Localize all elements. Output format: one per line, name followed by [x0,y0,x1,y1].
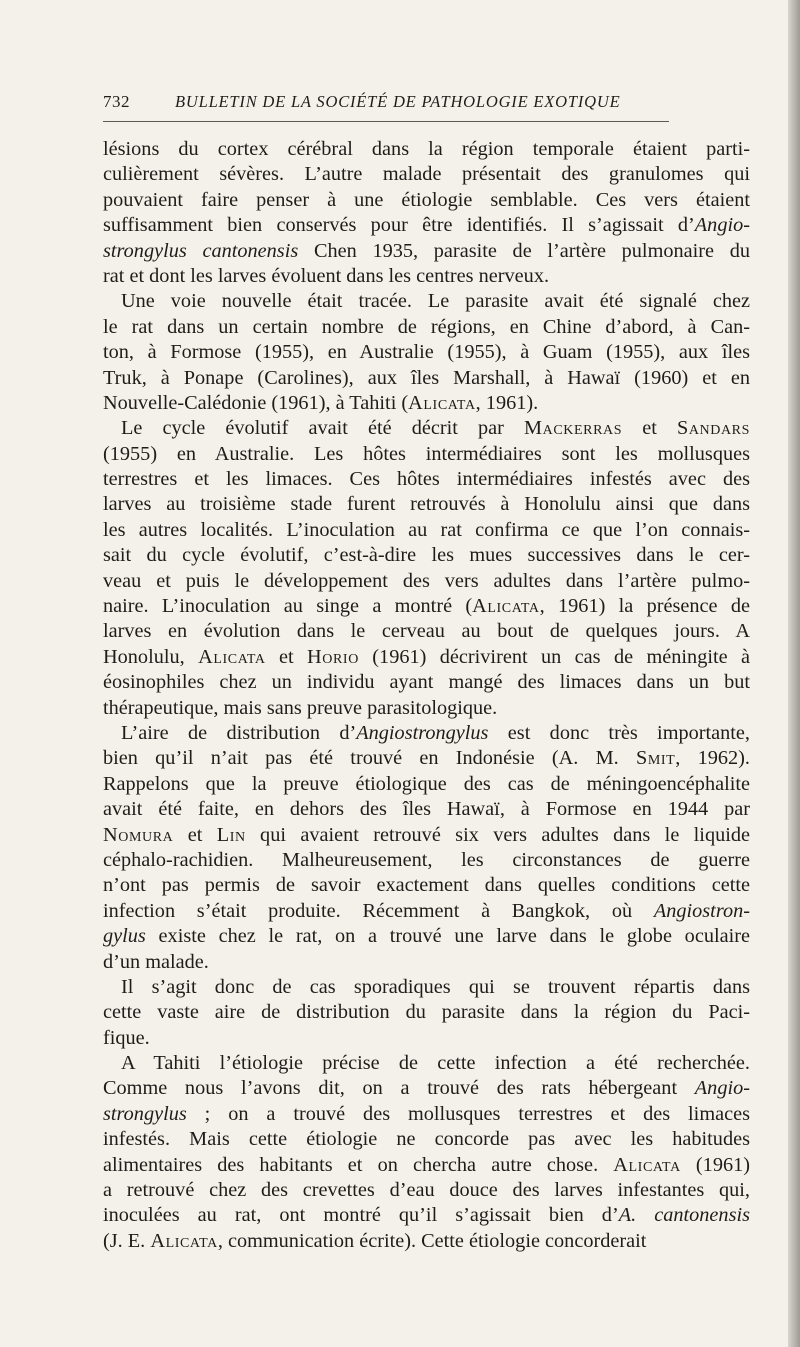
text-line [103,1000,750,1025]
text-run: cette vaste aire de distribution du parasite dans la région du Paci- [103,1001,750,1024]
text-line [103,213,750,238]
text-run: existe chez le rat, on a trouvé une larve dans le globe oculaire [145,925,750,948]
text-run: et [265,645,308,668]
text-run: bien qu’il n’ait pas été trouvé en Indonésie (A. M. [103,747,636,770]
text-line [103,975,750,1000]
text-run: est donc très importante, [488,721,750,744]
text-line [103,696,750,721]
text-line [103,1229,750,1254]
italic-term: gylus [103,925,146,948]
text-run: avait été faite, en dehors des îles Hawaï, à Formose en 1944 par [103,798,750,821]
italic-term: Angio- [694,1077,750,1100]
text-line [103,1203,750,1228]
text-line [103,950,750,975]
article-body [103,137,750,1254]
page-number: 732 [103,92,130,111]
paragraph [103,416,750,721]
text-line [103,924,750,949]
text-run: pouvaient faire penser à une étiologie semblable. Ces vers étaient [103,188,750,211]
author-name: Alicata [613,1153,681,1176]
text-line [103,162,750,187]
text-run: et [173,823,217,846]
author-name: Sandars [676,417,750,440]
text-line [103,619,750,644]
author-name: Lin [216,823,246,846]
text-run: Le cycle évolutif avait été décrit par [121,417,524,440]
text-run: , 1961). [475,391,539,414]
text-line [103,188,750,213]
text-run: , communication écrite). Cette étiologie concorderait [217,1229,647,1252]
text-line [103,492,750,517]
author-name: Mackerras [524,417,623,440]
text-line [103,848,750,873]
paragraph [103,137,750,289]
text-line [103,1076,750,1101]
text-run: A Tahiti l’étiologie précise de cette infection a été recherchée. [121,1052,750,1075]
text-line [103,543,750,568]
text-line [103,873,750,898]
page-edge-shadow [788,0,800,1347]
italic-term: Angiostron- [653,899,750,922]
text-run: culièrement sévères. L’autre malade présentait des granulomes qui [103,163,750,186]
italic-term: strongylus cantonensis [103,239,299,262]
text-line [103,1026,750,1051]
text-line [103,518,750,543]
author-name: Horio [307,645,359,668]
text-run: ; on a trouvé des mollusques terrestres et des limaces [186,1102,750,1125]
running-title: BULLETIN DE LA SOCIÉTÉ DE PATHOLOGIE EXOTIQUE [175,92,621,111]
text-run: a retrouvé chez des crevettes d’eau douce des larves infestantes qui, [103,1179,750,1202]
text-line [103,721,750,746]
text-run: céphalo-rachidien. Malheureusement, les circonstances de guerre [103,848,750,871]
text-run: Rappelons que la preuve étiologique des cas de méningoencéphalite [103,772,750,795]
text-run: naire. L’inoculation au singe a montré ( [103,595,473,618]
text-run: éosinophiles chez un individu ayant mangé des limaces dans un but [103,671,750,694]
text-run: inoculées au rat, ont montré qu’il s’agissait bien d’ [103,1204,619,1227]
text-run: (1961) décrivirent un cas de méningite à [358,645,750,668]
italic-term: Angio- [694,214,750,237]
text-run: fique. [103,1026,150,1049]
text-line [103,442,750,467]
author-name: Alicata [198,645,266,668]
text-run: lésions du cortex cérébral dans la région temporale étaient parti- [103,138,750,160]
text-run: et [622,417,677,440]
text-run: alimentaires des habitants et on chercha autre chose. [103,1153,614,1176]
text-line [103,1051,750,1076]
text-run: (1961) [680,1153,750,1176]
text-run: n’ont pas permis de savoir exactement dans quelles conditions cette [103,874,750,897]
text-run: infection s’était produite. Récemment à Bangkok, où [103,899,654,922]
text-line [103,315,750,340]
author-name: Alicata [408,391,476,414]
text-line [103,823,750,848]
text-line [103,289,750,314]
italic-term: Angiostrongylus [356,721,489,744]
paragraph [103,1051,750,1254]
text-line [103,594,750,619]
text-run: le rat dans un certain nombre de régions, en Chine d’abord, à Can- [103,315,750,338]
text-run: Chen 1935, parasite de l’artère pulmonaire du [298,239,751,262]
italic-term: strongylus [103,1102,187,1125]
text-run: Honolulu, [103,645,199,668]
text-run: veau et puis le développement des vers adultes dans l’artère pulmo- [103,569,750,592]
text-line [103,137,750,162]
text-line [103,264,750,289]
text-run: infestés. Mais cette étiologie ne concorde pas avec les habitudes [103,1128,750,1151]
text-run: , 1962). [675,747,750,770]
text-run: (1955) en Australie. Les hôtes intermédiaires sont les mollusques [103,442,750,465]
text-run: , 1961) la présence de [539,595,750,618]
paragraph [103,975,750,1051]
header-rule [103,121,669,122]
text-line [103,239,750,264]
text-run: suffisamment bien conservés pour être identifiés. Il s’agissait d’ [103,214,695,237]
text-run: terrestres et les limaces. Ces hôtes intermédiaires infestés avec des [103,468,750,491]
text-run: larves en évolution dans le cerveau au bout de quelques jours. A [103,620,750,643]
text-line [103,340,750,365]
text-line [103,1178,750,1203]
text-line [103,1153,750,1178]
text-run: d’un malade. [103,950,209,973]
text-run: qui avaient retrouvé six vers adultes dans le liquide [245,823,751,846]
text-line [103,746,750,771]
text-run: larves au troisième stade furent retrouvés à Honolulu ainsi que dans [103,493,750,516]
paragraph [103,721,750,975]
text-run: ton, à Formose (1955), en Australie (1955), à Guam (1955), aux îles [103,341,750,364]
text-run: L’aire de distribution d’ [121,721,357,744]
text-run: les autres localités. L’inoculation au rat confirma ce que l’on connais- [103,518,750,541]
text-line [103,670,750,695]
text-run: Une voie nouvelle était tracée. Le parasite avait été signalé chez [121,290,750,313]
text-run: sait du cycle évolutif, c’est-à-dire les mues successives dans le cer- [103,544,750,567]
text-run: Comme nous l’avons dit, on a trouvé des rats hébergeant [103,1077,695,1100]
paragraph [103,289,750,416]
author-name: Alicata [150,1229,218,1252]
author-name: Nomura [103,823,174,846]
text-line [103,366,750,391]
text-run: Truk, à Ponape (Carolines), aux îles Marshall, à Hawaï (1960) et en [103,366,750,389]
text-run: Il s’agit donc de cas sporadiques qui se trouvent répartis dans [121,975,750,998]
italic-term: A. cantonensis [618,1204,750,1227]
text-line [103,899,750,924]
author-name: Smit [635,747,676,770]
text-run: Nouvelle-Calédonie (1961), à Tahiti ( [103,391,409,414]
text-line [103,391,750,416]
text-run: (J. E. [103,1229,151,1252]
text-run: thérapeutique, mais sans preuve parasitologique. [103,696,498,719]
text-line [103,772,750,797]
text-line [103,797,750,822]
text-line [103,645,750,670]
text-line [103,467,750,492]
text-line [103,569,750,594]
text-run: rat et dont les larves évoluent dans les centres nerveux. [103,264,550,287]
author-name: Alicata [472,595,540,618]
text-line [103,1127,750,1152]
running-header [103,92,669,116]
text-line [103,1102,750,1127]
text-line [103,416,750,441]
